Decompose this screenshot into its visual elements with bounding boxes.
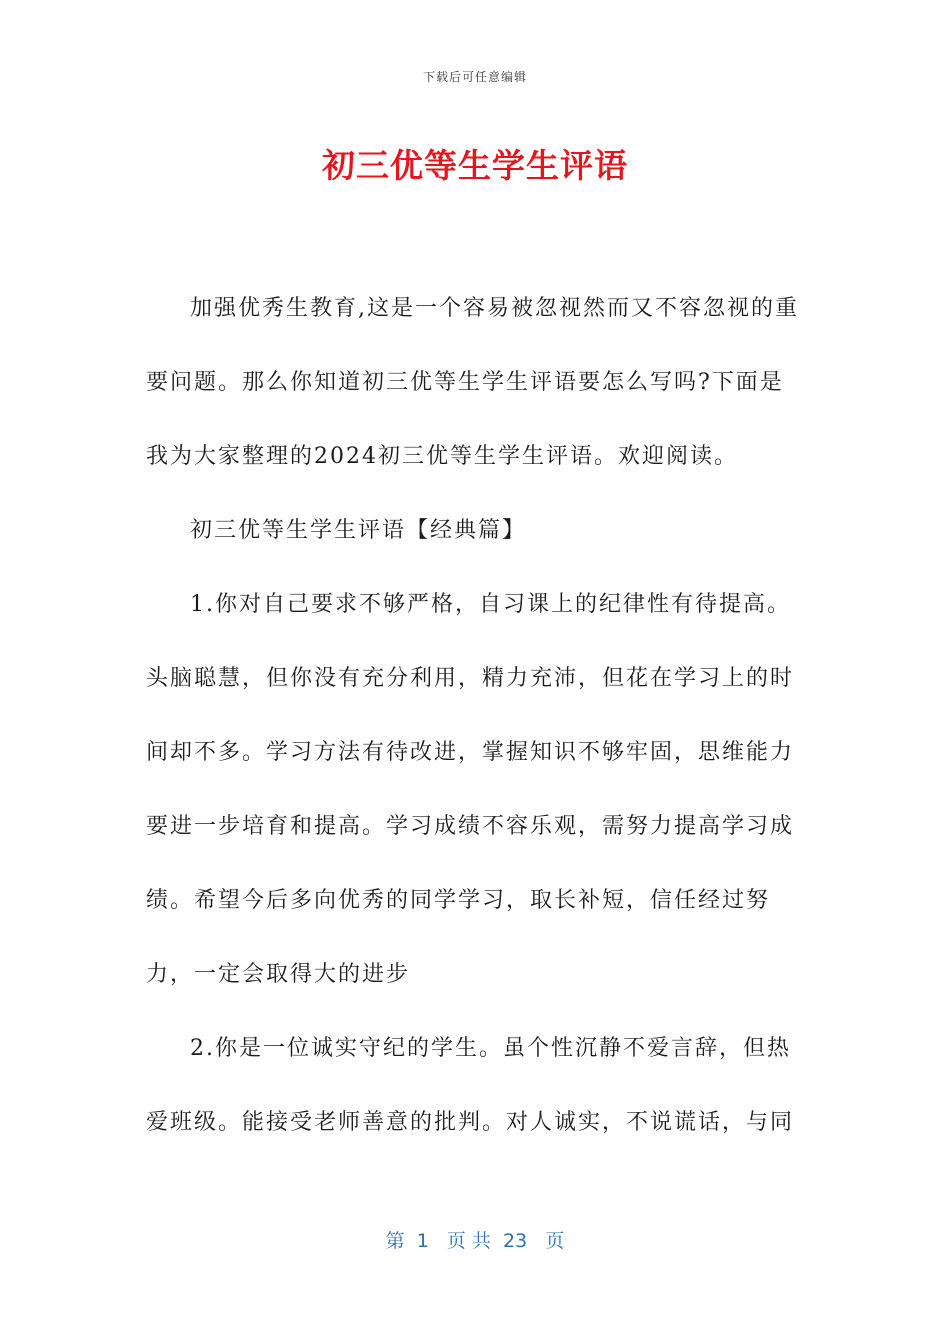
page-header-note: 下载后可任意编辑 — [422, 70, 527, 84]
document-title: 初三优等生学生评语 — [322, 146, 628, 185]
paragraph-comment-1: 1.你对自己要求不够严格，自习课上的纪律性有待提高。头脑聪慧，但你没有充分利用，精力充沛，但花在学习上的时间却不多。学习方法有待改进，掌握知识不够牢固，思维能力要进一步培育和提高。学习成绩不容乐观，需努力提高学习成绩。希望今后多向优秀的同学学习，取长补短，信任经过努力，一定会取得大的进步 — [146, 592, 795, 987]
page-number-footer: 第 1 页 共 23 页 — [385, 1230, 565, 1252]
paragraph-comment-2: 2.你是一位诚实守纪的学生。虽个性沉静不爱言辞，但热爱班级。能接受老师善意的批判。对人诚实，不说谎话，与同 — [146, 1036, 795, 1135]
document-body — [146, 272, 806, 1160]
section-heading: 初三优等生学生评语【经典篇】 — [190, 518, 527, 543]
paragraph-intro: 加强优秀生教育,这是一个容易被忽视然而又不容忽视的重要问题。那么你知道初三优等生学生评语要怎么写吗?下面是我为大家整理的2024初三优等生学生评语。欢迎阅读。 — [146, 296, 799, 469]
